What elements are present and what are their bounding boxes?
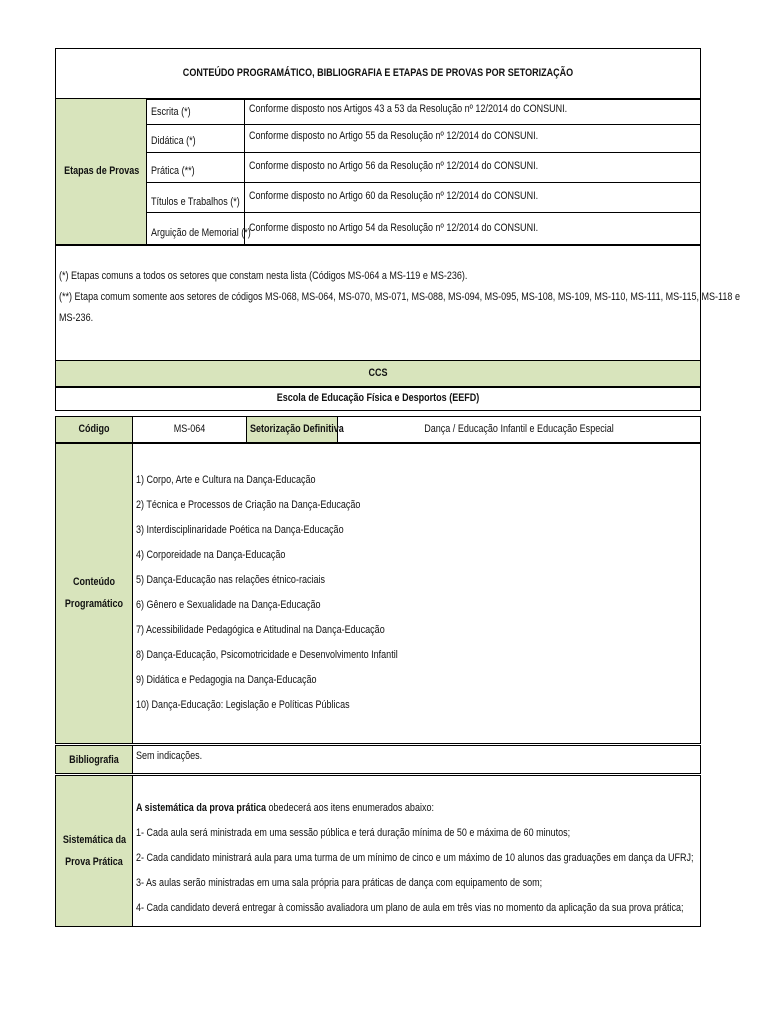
bibliografia-label: Bibliografia <box>69 754 119 766</box>
codigo-box <box>55 416 701 443</box>
sistematica-label-cell <box>56 776 133 926</box>
etapa-row <box>147 99 700 124</box>
bibliografia-box <box>55 745 701 774</box>
center-box <box>55 360 701 388</box>
sistematica-intro-bold: A sistemática da prova prática <box>136 802 267 814</box>
list-item: 7) Acessibilidade Pedagógica e Atitudinal na Dança-Educação <box>136 624 385 636</box>
list-item: 3- As aulas serão ministradas em uma sala própria para práticas de dança com equipamento de som; <box>136 877 543 889</box>
codigo-value: MS-064 <box>173 423 206 435</box>
etapa-name: Escrita (*) <box>151 106 191 118</box>
school-box <box>55 386 701 411</box>
sistematica-box <box>55 775 701 927</box>
sistematica-list <box>136 802 768 927</box>
school-name: Escola de Educação Física e Desportos (EEFD) <box>276 392 480 404</box>
list-item: 6) Gênero e Sexualidade na Dança-Educação <box>136 599 321 611</box>
list-item: 3) Interdisciplinaridade Poética na Dança-Educação <box>136 524 344 536</box>
note-line: (*) Etapas comuns a todos os setores que constam nesta lista (Códigos MS-064 a MS-119 e MS-236). <box>59 270 468 282</box>
sistematica-intro-rest: obedecerá aos itens enumerados abaixo: <box>266 802 435 814</box>
center-name: CCS <box>368 367 388 379</box>
setor-value-cell <box>338 417 700 442</box>
etapa-desc: Conforme disposto nos Artigos 43 a 53 da Resolução nº 12/2014 do CONSUNI. <box>249 103 568 115</box>
bibliografia-value: Sem indicações. <box>136 750 203 762</box>
conteudo-label: Programático <box>64 598 124 610</box>
list-item: 4) Corporeidade na Dança-Educação <box>136 549 286 561</box>
etapa-row <box>147 213 700 245</box>
etapas-box <box>55 98 701 246</box>
list-item: 2) Técnica e Processos de Criação na Dança-Educação <box>136 499 361 511</box>
etapa-row <box>147 153 700 182</box>
note-line: (**) Etapa comum somente aos setores de códigos MS-068, MS-064, MS-070, MS-071, MS-088, MS-094, MS-095, MS-108, MS-109, MS-110, MS-111, MS-115, MS-118 e <box>59 291 740 303</box>
etapa-desc: Conforme disposto no Artigo 54 da Resolução nº 12/2014 do CONSUNI. <box>249 222 539 234</box>
etapa-name: Títulos e Trabalhos (*) <box>151 196 240 208</box>
sistematica-label: Sistemática da <box>62 834 127 846</box>
etapa-desc: Conforme disposto no Artigo 60 da Resolução nº 12/2014 do CONSUNI. <box>249 190 539 202</box>
codigo-value-cell <box>133 417 247 442</box>
list-item: 8) Dança-Educação, Psicomotricidade e Desenvolvimento Infantil <box>136 649 398 661</box>
notes-box <box>55 244 740 362</box>
etapas-label: Etapas de Provas <box>64 165 140 177</box>
list-item: 10) Dança-Educação: Legislação e Políticas Públicas <box>136 699 350 711</box>
etapa-row <box>147 183 700 212</box>
etapa-name: Didática (*) <box>151 135 196 147</box>
codigo-label: Código <box>78 423 110 435</box>
setor-label: Setorização Definitiva <box>250 423 344 435</box>
conteudo-label-cell <box>56 444 133 743</box>
etapa-name: Arguição de Memorial (*) <box>151 227 251 239</box>
list-item: 9) Didática e Pedagogia na Dança-Educação <box>136 674 317 686</box>
codigo-label-cell <box>56 417 133 442</box>
setor-value: Dança / Educação Infantil e Educação Especial <box>424 423 614 435</box>
etapa-desc: Conforme disposto no Artigo 56 da Resolução nº 12/2014 do CONSUNI. <box>249 160 539 172</box>
list-item: 1- Cada aula será ministrada em uma sessão pública e terá duração mínima de 50 e máxima de 60 minutos; <box>136 827 571 839</box>
note-line: MS-236. <box>59 312 94 324</box>
title-box <box>55 48 701 100</box>
list-item: 5) Dança-Educação nas relações étnico-raciais <box>136 574 326 586</box>
page-title: CONTEÚDO PROGRAMÁTICO, BIBLIOGRAFIA E ETAPAS DE PROVAS POR SETORIZAÇÃO <box>182 67 574 79</box>
bibliografia-label-cell <box>56 746 133 773</box>
etapa-desc: Conforme disposto no Artigo 55 da Resolução nº 12/2014 do CONSUNI. <box>249 130 539 142</box>
etapas-label-cell <box>56 99 147 245</box>
sistematica-label: Prova Prática <box>65 856 123 868</box>
sistematica-intro <box>136 802 694 827</box>
conteudo-box <box>55 443 701 744</box>
etapa-row <box>147 125 700 152</box>
list-item: 4- Cada candidato deverá entregar à comissão avaliadora um plano de aula em três vias no momento da aplicação da sua prova prática; <box>136 902 684 914</box>
list-item: 1) Corpo, Arte e Cultura na Dança-Educação <box>136 474 316 486</box>
setor-label-cell <box>247 417 344 442</box>
list-item: 2- Cada candidato ministrará aula para uma turma de um mínimo de cinco e um máximo de 10 alunos das graduações em dança da UFRJ; <box>136 852 694 864</box>
conteudo-label: Conteúdo <box>72 576 116 588</box>
etapa-name: Prática (**) <box>151 165 195 177</box>
conteudo-list <box>136 474 455 724</box>
